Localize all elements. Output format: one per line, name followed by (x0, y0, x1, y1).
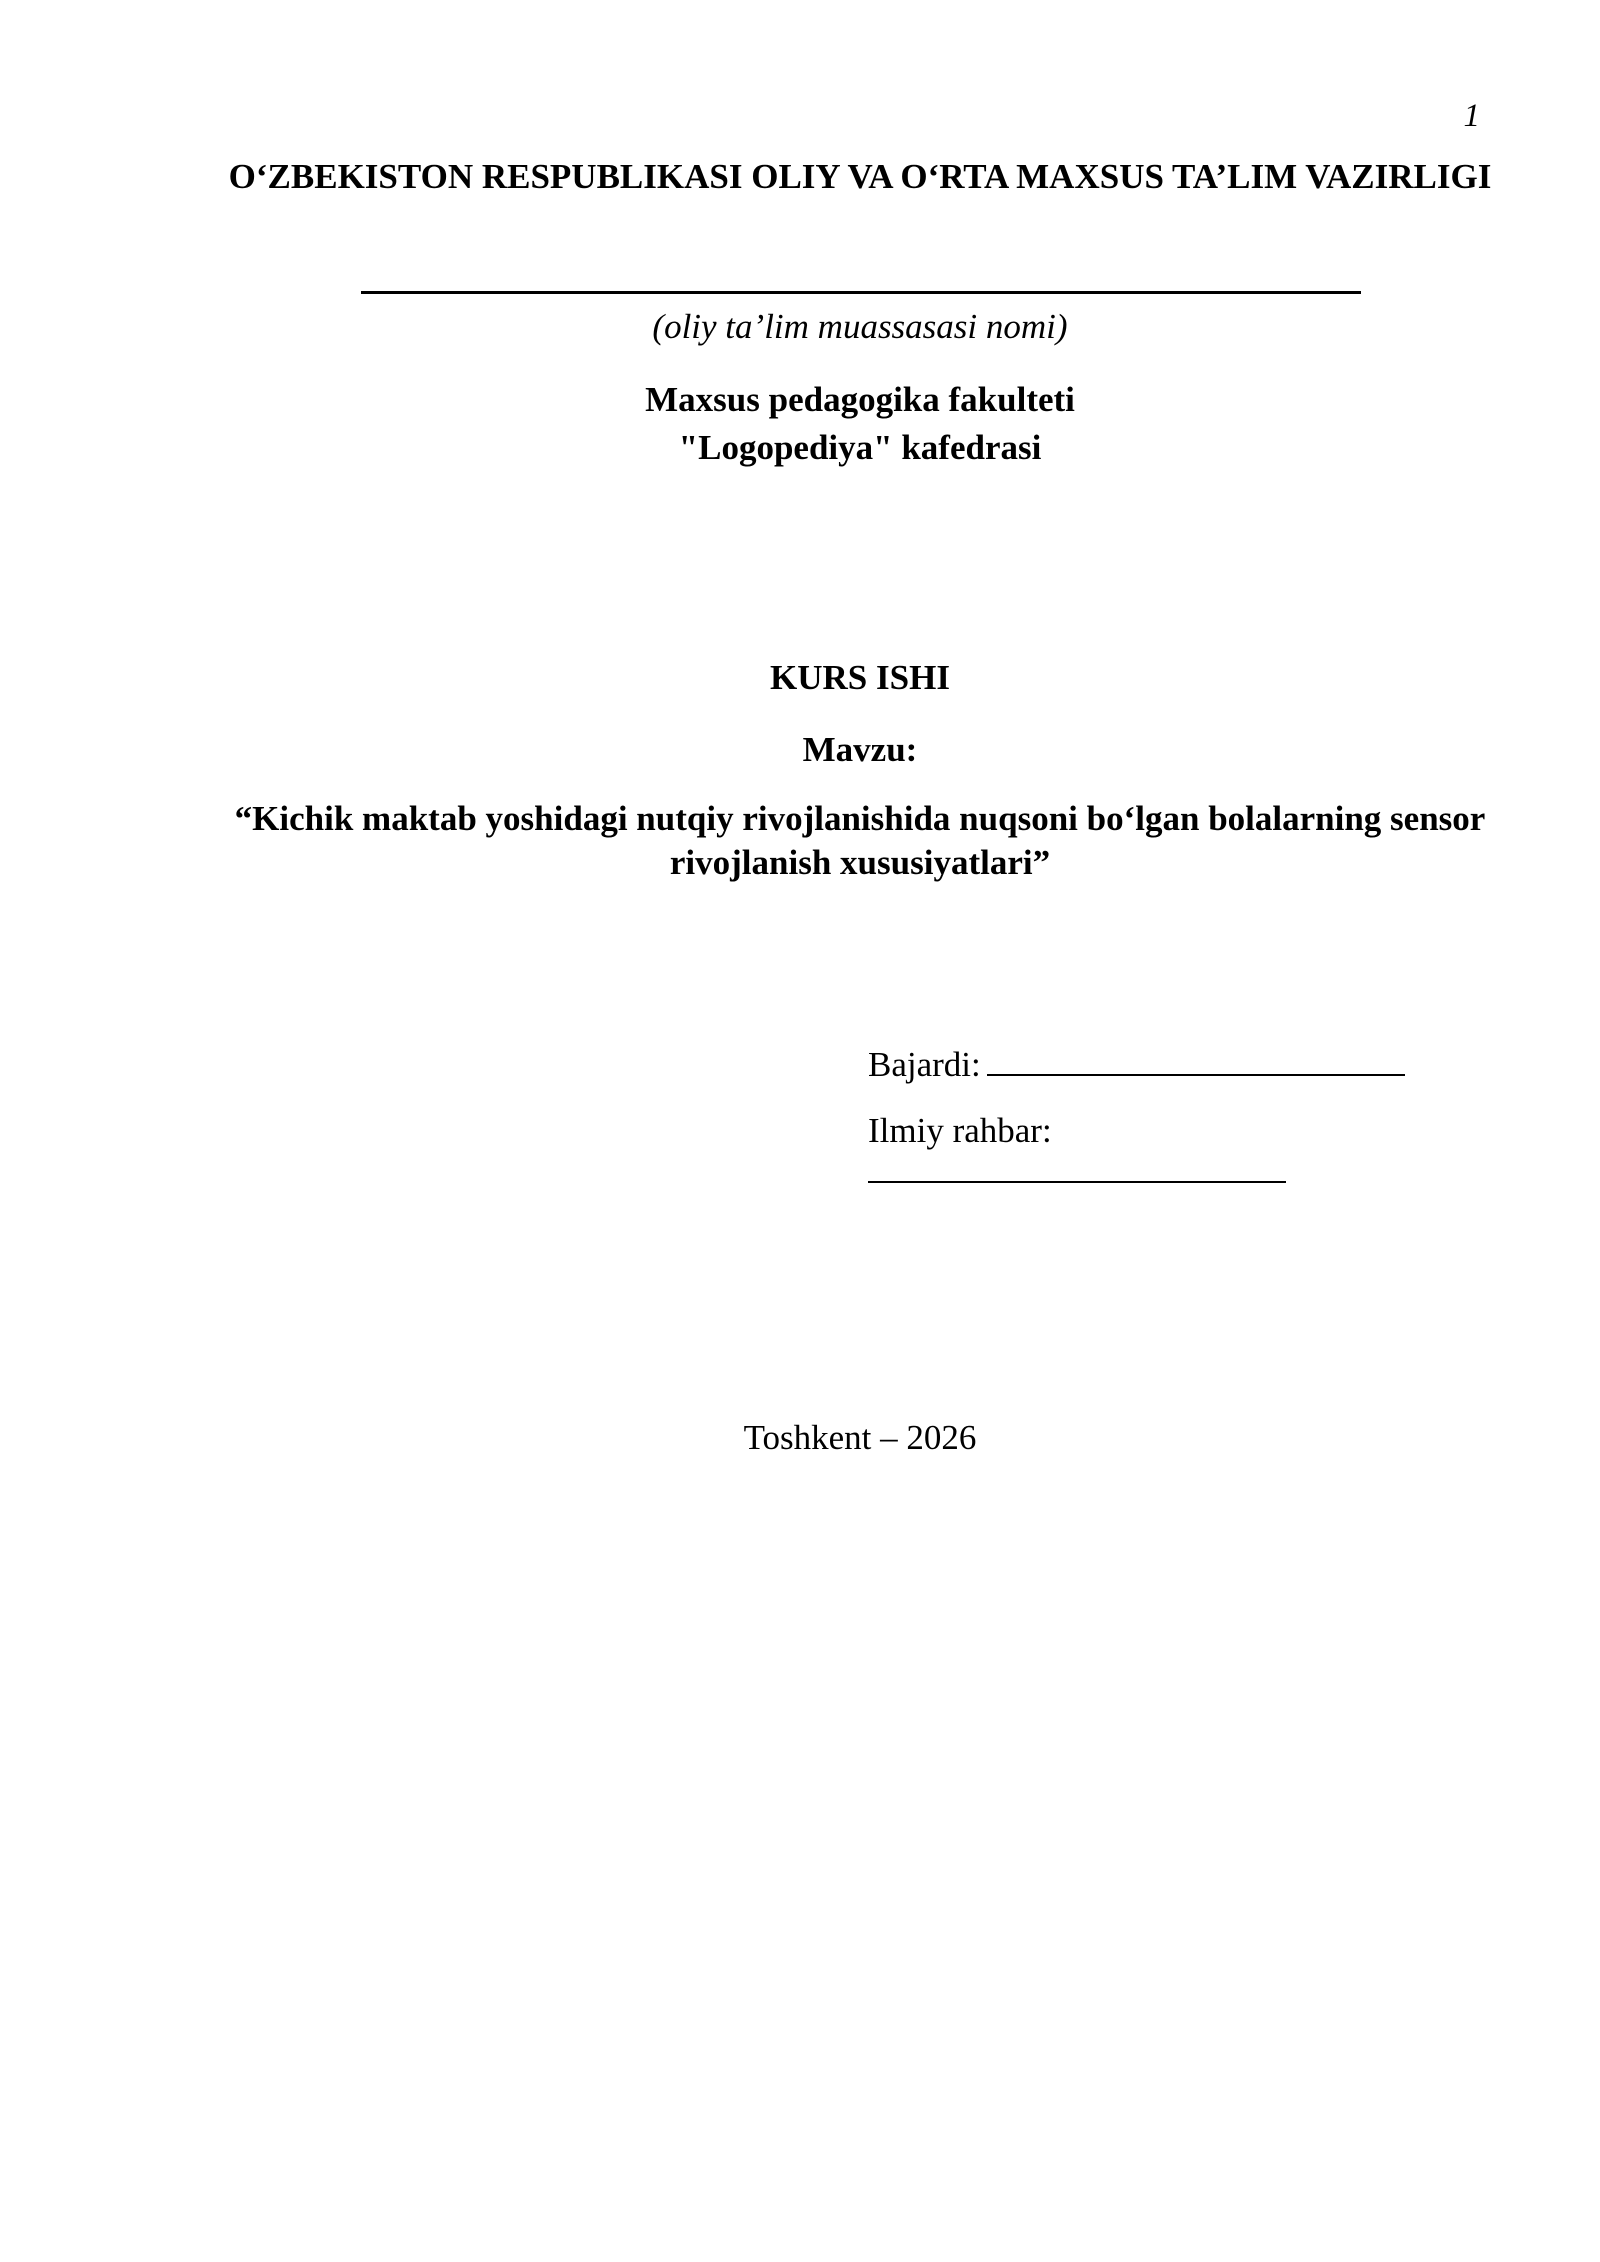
page-number: 1 (1463, 98, 1480, 134)
faculty-department-block (200, 376, 1520, 472)
performed-by-label: Bajardi: (868, 1045, 981, 1084)
department-name: "Logopediya" kafedrasi (678, 428, 1042, 467)
work-type-title: KURS ISHI (770, 658, 950, 697)
institution-caption: (oliy ta’lim muassasasi nomi) (652, 307, 1068, 346)
city-year: Toshkent – 2026 (743, 1418, 977, 1457)
institution-name-blank-line (361, 291, 1361, 294)
advisor-blank-line (868, 1157, 1286, 1183)
advisor-label: Ilmiy rahbar: (868, 1111, 1052, 1150)
performed-by-blank-line (987, 1048, 1405, 1076)
topic-label: Mavzu: (802, 730, 918, 769)
performed-by-row (868, 1043, 1428, 1087)
topic-title: “Kichik maktab yoshidagi nutqiy rivojlanishida nuqsoni bo‘lgan bolalarning sensor rivojlanish xususiyatlari” (234, 799, 1486, 882)
signature-block (868, 1043, 1428, 1205)
advisor-row (868, 1109, 1428, 1183)
ministry-title: O‘ZBEKISTON RESPUBLIKASI OLIY VA O‘RTA MAXSUS TA’LIM VAZIRLIGI (228, 157, 1492, 196)
faculty-name: Maxsus pedagogika fakulteti (645, 380, 1075, 419)
